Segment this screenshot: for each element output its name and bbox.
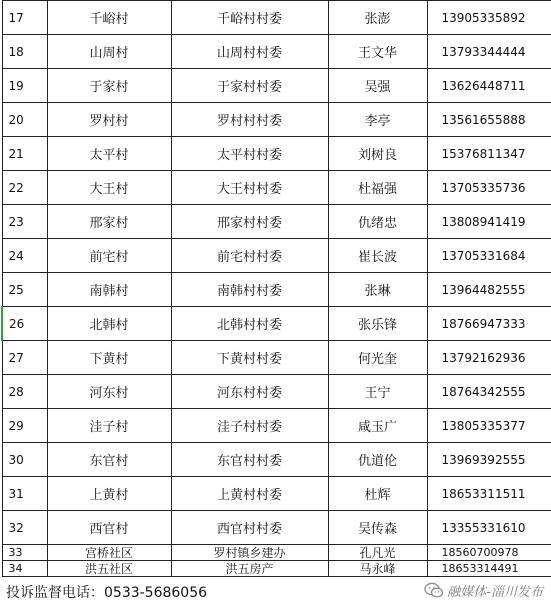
contact-person: 杜辉 (328, 477, 427, 511)
table-row (2, 545, 551, 561)
contact-person: 吴强 (328, 69, 427, 103)
brand-name: 融媒体-淄川发布 (447, 585, 543, 600)
village-name: 洼子村 (47, 409, 171, 443)
phone-number: 18560700978 (427, 545, 551, 561)
phone-number: 18764342555 (427, 375, 551, 409)
village-name: 东官村 (47, 443, 171, 477)
responsible-unit: 下黄村村委 (171, 341, 328, 375)
complaint-hotline: 投诉监督电话：0533-5686056 (6, 585, 208, 601)
village-name: 宫桥社区 (47, 545, 171, 561)
responsible-unit: 洪五房产 (171, 561, 328, 577)
village-name: 下黄村 (47, 341, 171, 375)
responsible-unit: 太平村村委 (171, 137, 328, 171)
footer (0, 574, 551, 609)
phone-number: 13561655888 (427, 103, 551, 137)
phone-number: 13969392555 (427, 443, 551, 477)
row-number: 21 (2, 137, 47, 171)
contact-person: 仇绪忠 (328, 205, 427, 239)
contact-person: 马永峰 (328, 561, 427, 577)
table-row (2, 69, 551, 103)
responsible-unit: 千峪村村委 (171, 1, 328, 35)
table-row (2, 443, 551, 477)
village-name: 大王村 (47, 171, 171, 205)
phone-number: 13792162936 (427, 341, 551, 375)
village-name: 南韩村 (47, 273, 171, 307)
phone-number: 13626448711 (427, 69, 551, 103)
table-row (2, 273, 551, 307)
phone-number: 13905335892 (427, 1, 551, 35)
table-row (2, 307, 551, 341)
phone-number: 13793344444 (427, 35, 551, 69)
contact-person: 王文华 (328, 35, 427, 69)
contact-person: 吴传森 (328, 511, 427, 545)
responsible-unit: 前宅村村委 (171, 239, 328, 273)
row-number: 30 (2, 443, 47, 477)
table-row (2, 511, 551, 545)
village-name: 前宅村 (47, 239, 171, 273)
row-number: 28 (2, 375, 47, 409)
responsible-unit: 罗村村村委 (171, 103, 328, 137)
phone-number: 13705331684 (427, 239, 551, 273)
phone-number: 13805335377 (427, 409, 551, 443)
phone-number: 13705335736 (427, 171, 551, 205)
wechat-logo-icon (424, 582, 444, 599)
table-row (2, 103, 551, 137)
row-number: 29 (2, 409, 47, 443)
table-row (2, 205, 551, 239)
contact-person: 刘树良 (328, 137, 427, 171)
row-number: 26 (2, 307, 47, 341)
phone-number: 13808941419 (427, 205, 551, 239)
row-number: 18 (2, 35, 47, 69)
table-row (2, 409, 551, 443)
village-name: 上黄村 (47, 477, 171, 511)
responsible-unit: 邢家村村委 (171, 205, 328, 239)
row-number: 27 (2, 341, 47, 375)
table-row (2, 171, 551, 205)
phone-number: 18766947333 (427, 307, 551, 341)
contact-person: 仇道伦 (328, 443, 427, 477)
row-number: 34 (2, 561, 47, 577)
table-row (2, 35, 551, 69)
row-number: 22 (2, 171, 47, 205)
village-name: 罗村村 (47, 103, 171, 137)
table-row (2, 1, 551, 35)
village-name: 太平村 (47, 137, 171, 171)
responsible-unit: 南韩村村委 (171, 273, 328, 307)
row-number: 25 (2, 273, 47, 307)
row-number: 23 (2, 205, 47, 239)
responsible-unit: 罗村镇乡建办 (171, 545, 328, 561)
contact-person: 孔凡光 (328, 545, 427, 561)
row-number: 17 (2, 1, 47, 35)
village-name: 邢家村 (47, 205, 171, 239)
contact-person: 王宁 (328, 375, 427, 409)
table-row (2, 137, 551, 171)
responsible-unit: 山周村村委 (171, 35, 328, 69)
row-number: 31 (2, 477, 47, 511)
village-name: 北韩村 (47, 307, 171, 341)
row-number: 32 (2, 511, 47, 545)
contact-person: 李亭 (328, 103, 427, 137)
responsible-unit: 洼子村村委 (171, 409, 328, 443)
responsible-unit: 河东村村委 (171, 375, 328, 409)
village-name: 西官村 (47, 511, 171, 545)
phone-number: 18653314491 (427, 561, 551, 577)
row-number: 24 (2, 239, 47, 273)
row-number: 20 (2, 103, 47, 137)
brand-watermark (424, 581, 543, 600)
row-number: 19 (2, 69, 47, 103)
row-number: 33 (2, 545, 47, 561)
village-name: 千峪村 (47, 1, 171, 35)
contact-person: 张澎 (328, 1, 427, 35)
village-name: 洪五社区 (47, 561, 171, 577)
phone-number: 13355331610 (427, 511, 551, 545)
table-row (2, 477, 551, 511)
contact-person: 张琳 (328, 273, 427, 307)
table-row (2, 375, 551, 409)
responsible-unit: 西官村村委 (171, 511, 328, 545)
village-name: 于家村 (47, 69, 171, 103)
contact-person: 咸玉广 (328, 409, 427, 443)
village-name: 山周村 (47, 35, 171, 69)
responsible-unit: 大王村村委 (171, 171, 328, 205)
contact-person: 杜福强 (328, 171, 427, 205)
contact-person: 张乐锋 (328, 307, 427, 341)
responsible-unit: 北韩村村委 (171, 307, 328, 341)
responsible-unit: 上黄村村委 (171, 477, 328, 511)
village-name: 河东村 (47, 375, 171, 409)
table-row (2, 239, 551, 273)
responsible-unit: 于家村村委 (171, 69, 328, 103)
phone-number: 18653311511 (427, 477, 551, 511)
table-row (2, 341, 551, 375)
phone-number: 15376811347 (427, 137, 551, 171)
contact-person: 崔长波 (328, 239, 427, 273)
contact-person: 何光奎 (328, 341, 427, 375)
responsible-unit: 东官村村委 (171, 443, 328, 477)
contact-table (1, 0, 551, 577)
phone-number: 13964482555 (427, 273, 551, 307)
